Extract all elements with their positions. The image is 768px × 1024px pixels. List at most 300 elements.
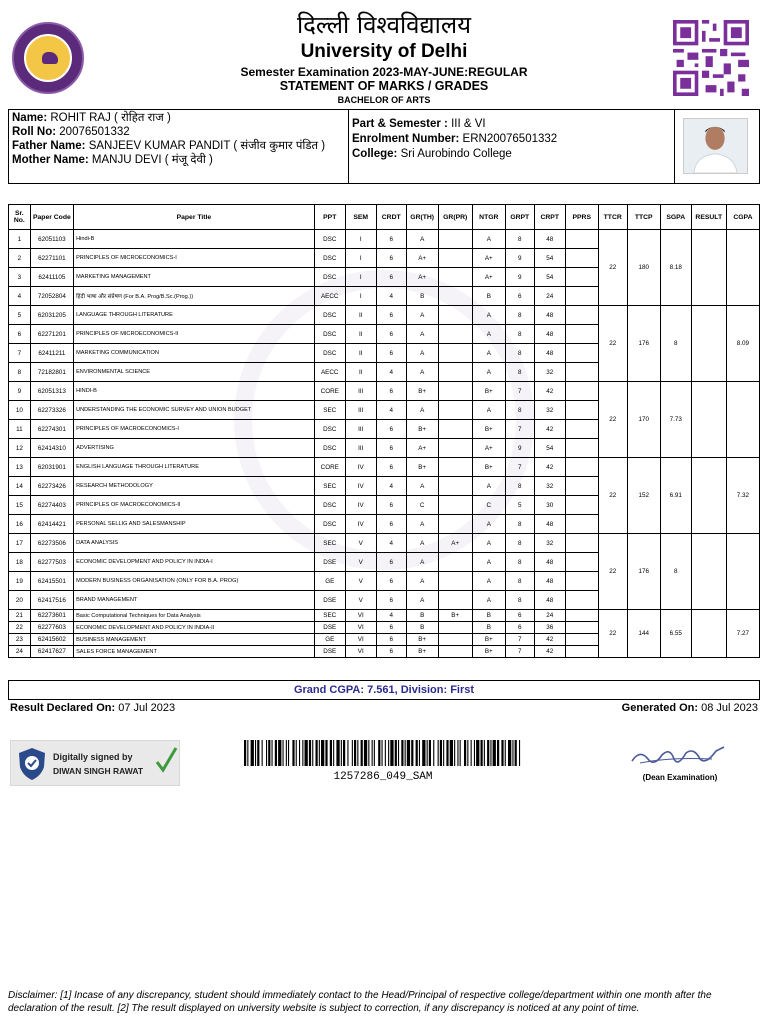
table-cell: 8 (505, 363, 534, 382)
barcode-bar (354, 740, 356, 766)
barcode-bar (407, 740, 410, 766)
semester-ttcr-cell: 22 (598, 230, 627, 306)
table-cell (438, 363, 472, 382)
table-cell (438, 325, 472, 344)
declared-date: 07 Jul 2023 (118, 702, 176, 714)
table-cell: 8 (505, 325, 534, 344)
table-cell: 6 (376, 249, 406, 268)
table-cell: A (406, 306, 438, 325)
table-cell: 6 (376, 591, 406, 610)
generated-date: 08 Jul 2023 (701, 702, 758, 714)
semester-ttcr-cell: 22 (598, 458, 627, 534)
table-cell (565, 553, 598, 572)
barcode-bar (262, 740, 263, 766)
table-cell: CORE (314, 458, 345, 477)
barcode-bar (515, 740, 517, 766)
table-cell: I (345, 268, 376, 287)
table-cell: A (472, 306, 505, 325)
generated-label: Generated On: (621, 702, 699, 714)
table-cell: B (406, 622, 438, 634)
table-cell: 24 (534, 610, 565, 622)
table-cell (438, 646, 472, 658)
table-cell: 62271101 (30, 249, 73, 268)
barcode-bar (368, 740, 369, 766)
table-cell: 62051313 (30, 382, 73, 401)
semester-result-cell (691, 230, 726, 306)
table-cell: 62051103 (30, 230, 73, 249)
semester-cgpa-cell (726, 230, 759, 306)
table-cell: V (345, 534, 376, 553)
table-cell: A (472, 572, 505, 591)
barcode-bar (244, 740, 246, 766)
student-info-box (8, 109, 760, 184)
table-cell: 6 (376, 306, 406, 325)
table-cell: III (345, 382, 376, 401)
table-cell (565, 591, 598, 610)
table-cell: 62277603 (30, 622, 73, 634)
table-cell: MODERN BUSINESS ORGANISATION (ONLY FOR B.A. PROG) (74, 572, 315, 591)
barcode-bar (490, 740, 491, 766)
barcode-bar (433, 740, 434, 766)
table-cell: 24 (534, 287, 565, 306)
table-cell (438, 591, 472, 610)
table-cell: 14 (9, 477, 31, 496)
table-cell: 11 (9, 420, 31, 439)
barcode-bar (325, 740, 327, 766)
column-header: SGPA (660, 205, 691, 230)
table-cell: 62277503 (30, 553, 73, 572)
barcode-bar (476, 740, 479, 766)
table-cell: V (345, 591, 376, 610)
table-cell (565, 477, 598, 496)
table-cell (565, 572, 598, 591)
table-cell: 6 (505, 622, 534, 634)
table-cell: 6 (376, 458, 406, 477)
table-cell (438, 249, 472, 268)
barcode-bar (296, 740, 297, 766)
table-cell: 8 (505, 306, 534, 325)
semester-sgpa-cell: 6.91 (660, 458, 691, 534)
table-cell: BUSINESS MANAGEMENT (74, 634, 315, 646)
table-cell: 6 (376, 268, 406, 287)
table-cell: 8 (505, 591, 534, 610)
table-cell: 48 (534, 553, 565, 572)
table-cell: ENVIRONMENTAL SCIENCE (74, 363, 315, 382)
table-cell: 72052804 (30, 287, 73, 306)
table-cell: C (472, 496, 505, 515)
barcode-bar (512, 740, 513, 766)
semester-ttcp-cell: 152 (627, 458, 660, 534)
table-cell: BRAND MANAGEMENT (74, 591, 315, 610)
table-cell (438, 634, 472, 646)
table-cell: 6 (376, 420, 406, 439)
table-cell: 4 (376, 401, 406, 420)
table-cell: A (406, 515, 438, 534)
table-cell: 22 (9, 622, 31, 634)
barcode-bar (390, 740, 393, 766)
barcode-bar (388, 740, 389, 766)
table-cell: DSC (314, 325, 345, 344)
table-cell (438, 439, 472, 458)
table-cell: हिंदी भाषा और संप्रेषण (For B.A. Prog/B.Sc.(Prog.)) (74, 287, 315, 306)
table-cell: 48 (534, 591, 565, 610)
table-cell: 6 (376, 515, 406, 534)
table-cell: DSC (314, 496, 345, 515)
table-cell: MARKETING MANAGEMENT (74, 268, 315, 287)
barcode-bar (321, 740, 324, 766)
barcode-bar (309, 740, 311, 766)
barcode-bar (316, 740, 318, 766)
part-label: Part & Semester : (352, 118, 448, 130)
student-academic-info (349, 110, 675, 183)
table-cell: UNDERSTANDING THE ECONOMIC SURVEY AND UNION BUDGET (74, 401, 315, 420)
table-cell: B (406, 610, 438, 622)
table-cell: A+ (406, 439, 438, 458)
table-cell: AECC (314, 363, 345, 382)
table-cell (438, 458, 472, 477)
table-cell: 62274301 (30, 420, 73, 439)
table-cell: 48 (534, 325, 565, 344)
table-cell (438, 230, 472, 249)
table-cell: VI (345, 646, 376, 658)
table-cell: B+ (472, 458, 505, 477)
table-cell (565, 646, 598, 658)
table-cell: A (472, 591, 505, 610)
table-cell: B+ (472, 420, 505, 439)
statement-title: STATEMENT OF MARKS / GRADES (279, 79, 489, 93)
table-cell: B (472, 610, 505, 622)
table-cell (565, 363, 598, 382)
table-cell: 8 (505, 477, 534, 496)
table-cell: 54 (534, 439, 565, 458)
semester-ttcr-cell: 22 (598, 382, 627, 458)
table-cell: 62273326 (30, 401, 73, 420)
barcode-bar (405, 740, 406, 766)
table-cell: A (406, 572, 438, 591)
student-personal-info (9, 110, 349, 183)
college-row (352, 147, 671, 162)
column-header: TTCR (598, 205, 627, 230)
table-cell: 12 (9, 439, 31, 458)
digital-signature-box (10, 740, 180, 786)
table-cell: 32 (534, 401, 565, 420)
table-cell: I (345, 230, 376, 249)
table-cell: A (472, 363, 505, 382)
student-photo (683, 118, 748, 174)
barcode-bar (505, 740, 506, 766)
table-cell: B (472, 622, 505, 634)
table-cell: II (345, 306, 376, 325)
table-cell: 16 (9, 515, 31, 534)
barcode-bar (419, 740, 420, 766)
table-cell: 6 (376, 230, 406, 249)
table-cell: 42 (534, 458, 565, 477)
table-cell: RESEARCH METHODOLOGY (74, 477, 315, 496)
barcode-bar (330, 740, 332, 766)
column-header: NTGR (472, 205, 505, 230)
table-cell: VI (345, 634, 376, 646)
table-cell: 6 (376, 439, 406, 458)
barcode-bar (343, 740, 345, 766)
table-cell: III (345, 401, 376, 420)
exam-title: Semester Examination 2023-MAY-JUNE:REGULAR (240, 65, 528, 79)
table-cell: DSE (314, 622, 345, 634)
digital-signed-label: Digitally signed by (53, 752, 133, 762)
table-cell (565, 230, 598, 249)
table-cell: DSC (314, 420, 345, 439)
column-header: TTCP (627, 205, 660, 230)
semester-cgpa-cell (726, 534, 759, 610)
roll-label: Roll No: (12, 126, 57, 138)
table-cell: A (472, 230, 505, 249)
green-check-icon (154, 745, 178, 775)
table-cell (438, 477, 472, 496)
table-cell (438, 344, 472, 363)
table-cell: A+ (406, 249, 438, 268)
semester-result-cell (691, 382, 726, 458)
result-declared (10, 702, 175, 714)
barcode-bar (487, 740, 489, 766)
table-cell: 30 (534, 496, 565, 515)
table-row (9, 534, 760, 553)
student-name: ROHIT RAJ ( रोहित राज ) (50, 112, 171, 124)
table-body (9, 230, 760, 658)
table-cell: B+ (406, 458, 438, 477)
barcode-bar (357, 740, 358, 766)
table-cell: ECONOMIC DEVELOPMENT AND POLICY IN INDIA-II (74, 622, 315, 634)
table-cell: A (472, 534, 505, 553)
table-cell: 6 (376, 344, 406, 363)
barcode-bar (385, 740, 386, 766)
generated-on (622, 702, 758, 714)
barcode-bar (497, 740, 499, 766)
mother-row (12, 153, 345, 167)
table-cell: 62273601 (30, 610, 73, 622)
table-cell: A (406, 325, 438, 344)
table-cell: IV (345, 515, 376, 534)
table-cell: 36 (534, 622, 565, 634)
table-cell: AECC (314, 287, 345, 306)
table-cell (438, 382, 472, 401)
barcode-bar (411, 740, 413, 766)
disclaimer: Disclaimer: [1] Incase of any discrepancy, student should immediately contact to the Head/Principal of respective college/department within one month after the declaration of the result. [2] The result displayed on university website is subject to correction, if any discrepancy is noticed at any point of time. (8, 990, 712, 1014)
barcode-bar (471, 740, 472, 766)
table-cell: 23 (9, 634, 31, 646)
table-cell: 8 (505, 534, 534, 553)
dean-examination-label: (Dean Examination) (642, 773, 718, 782)
column-header: GRPT (505, 205, 534, 230)
table-cell: III (345, 420, 376, 439)
table-cell: IV (345, 477, 376, 496)
table-cell: VI (345, 622, 376, 634)
table-cell: A (406, 534, 438, 553)
table-cell: 6 (376, 496, 406, 515)
table-cell: 48 (534, 572, 565, 591)
barcode-bar (312, 740, 313, 766)
barcode-bar (519, 740, 520, 766)
table-cell (438, 420, 472, 439)
barcode-bar (467, 740, 468, 766)
father-label: Father Name: (12, 140, 86, 152)
table-cell: 2 (9, 249, 31, 268)
table-cell: 7 (505, 420, 534, 439)
semester-ttcp-cell: 176 (627, 534, 660, 610)
barcode-bar (286, 740, 287, 766)
semester-sgpa-cell: 6.55 (660, 610, 691, 658)
table-cell: B+ (406, 646, 438, 658)
table-cell: PERSONAL SELLIG AND SALESMANSHIP (74, 515, 315, 534)
table-cell (565, 325, 598, 344)
table-cell: A (472, 325, 505, 344)
table-cell: 7 (505, 634, 534, 646)
table-cell: 62273506 (30, 534, 73, 553)
table-cell: B+ (472, 646, 505, 658)
table-cell: II (345, 363, 376, 382)
table-cell (565, 401, 598, 420)
barcode-bar (481, 740, 483, 766)
barcode-bar (302, 740, 303, 766)
table-row (9, 306, 760, 325)
semester-sgpa-cell: 8 (660, 306, 691, 382)
table-cell: A+ (472, 268, 505, 287)
table-cell (565, 382, 598, 401)
table-cell: A (472, 477, 505, 496)
barcode-bar (382, 740, 383, 766)
barcode-bar (429, 740, 431, 766)
table-cell: CORE (314, 382, 345, 401)
table-cell: B+ (406, 382, 438, 401)
verified-badge-icon (17, 747, 47, 781)
table-cell: 13 (9, 458, 31, 477)
column-header: PPRS (565, 205, 598, 230)
table-cell: A (406, 344, 438, 363)
table-cell: 6 (376, 622, 406, 634)
table-cell: 4 (376, 610, 406, 622)
table-cell (438, 572, 472, 591)
table-cell: A (406, 477, 438, 496)
table-cell: II (345, 344, 376, 363)
barcode-bar (501, 740, 503, 766)
barcode-bar (333, 740, 334, 766)
table-row (9, 610, 760, 622)
table-cell: A (472, 515, 505, 534)
column-header: PPT (314, 205, 345, 230)
barcode-bar (275, 740, 277, 766)
enrol-row (352, 132, 671, 147)
table-cell: 4 (376, 287, 406, 306)
table-cell: DATA ANALYSIS (74, 534, 315, 553)
table-cell: A+ (472, 249, 505, 268)
table-cell (438, 306, 472, 325)
table-cell: 32 (534, 477, 565, 496)
barcode-bar (299, 740, 300, 766)
table-cell: 6 (9, 325, 31, 344)
table-cell: GE (314, 572, 345, 591)
table-cell: 8 (505, 401, 534, 420)
table-cell: 62411211 (30, 344, 73, 363)
table-cell: I (345, 287, 376, 306)
declared-label: Result Declared On: (10, 702, 116, 714)
table-cell (565, 439, 598, 458)
barcode-bar (474, 740, 475, 766)
barcode-bar (398, 740, 399, 766)
barcode-bar (247, 740, 248, 766)
table-cell: 48 (534, 230, 565, 249)
father-row (12, 139, 345, 153)
roll-number: 20076501332 (59, 126, 130, 138)
column-header: Paper Code (30, 205, 73, 230)
table-cell: DSE (314, 553, 345, 572)
table-cell: 62274403 (30, 496, 73, 515)
table-cell: Basic Computational Techniques for Data Analysis (74, 610, 315, 622)
table-cell: 15 (9, 496, 31, 515)
semester-ttcr-cell: 22 (598, 534, 627, 610)
table-row (9, 230, 760, 249)
semester-cgpa-cell (726, 382, 759, 458)
table-cell (565, 496, 598, 515)
table-cell: B+ (406, 634, 438, 646)
table-cell: DSC (314, 230, 345, 249)
table-cell: 7 (505, 382, 534, 401)
table-cell: 6 (376, 634, 406, 646)
semester-sgpa-cell: 8 (660, 534, 691, 610)
table-cell: 48 (534, 306, 565, 325)
barcode-bar (364, 740, 367, 766)
table-cell: DSC (314, 268, 345, 287)
grand-cgpa-bar: Grand CGPA: 7.561, Division: First (8, 680, 760, 700)
table-cell: PRINCIPLES OF MACROECONOMICS-II (74, 496, 315, 515)
table-cell (565, 287, 598, 306)
table-cell (565, 534, 598, 553)
table-cell: PRINCIPLES OF MACROECONOMICS-I (74, 420, 315, 439)
table-cell: 4 (9, 287, 31, 306)
table-cell: II (345, 325, 376, 344)
table-cell: SEC (314, 534, 345, 553)
table-cell: 62417516 (30, 591, 73, 610)
student-name-row (12, 111, 345, 125)
table-cell: SEC (314, 477, 345, 496)
table-cell: MARKETING COMMUNICATION (74, 344, 315, 363)
barcode-bar (268, 740, 270, 766)
table-cell: 7 (9, 344, 31, 363)
table-cell: 62031901 (30, 458, 73, 477)
table-cell: V (345, 572, 376, 591)
semester-result-cell (691, 458, 726, 534)
university-name: University of Delhi (300, 41, 468, 62)
barcode-bar (257, 740, 259, 766)
barcode-bar (352, 740, 353, 766)
table-cell: 5 (505, 496, 534, 515)
column-header: Sr. No. (9, 205, 31, 230)
table-cell: B+ (438, 610, 472, 622)
table-cell: DSC (314, 249, 345, 268)
semester-cgpa-cell: 7.32 (726, 458, 759, 534)
column-header: SEM (345, 205, 376, 230)
barcode-bar (446, 740, 448, 766)
table-header-row (9, 205, 760, 230)
column-header: Paper Title (74, 205, 315, 230)
semester-ttcr-cell: 22 (598, 610, 627, 658)
table-cell: A+ (406, 268, 438, 287)
marks-table (8, 204, 760, 658)
barcode-bar (288, 740, 289, 766)
table-cell (565, 610, 598, 622)
table-cell: 20 (9, 591, 31, 610)
table-cell (438, 496, 472, 515)
table-cell (438, 401, 472, 420)
column-header: CGPA (726, 205, 759, 230)
table-cell (565, 622, 598, 634)
